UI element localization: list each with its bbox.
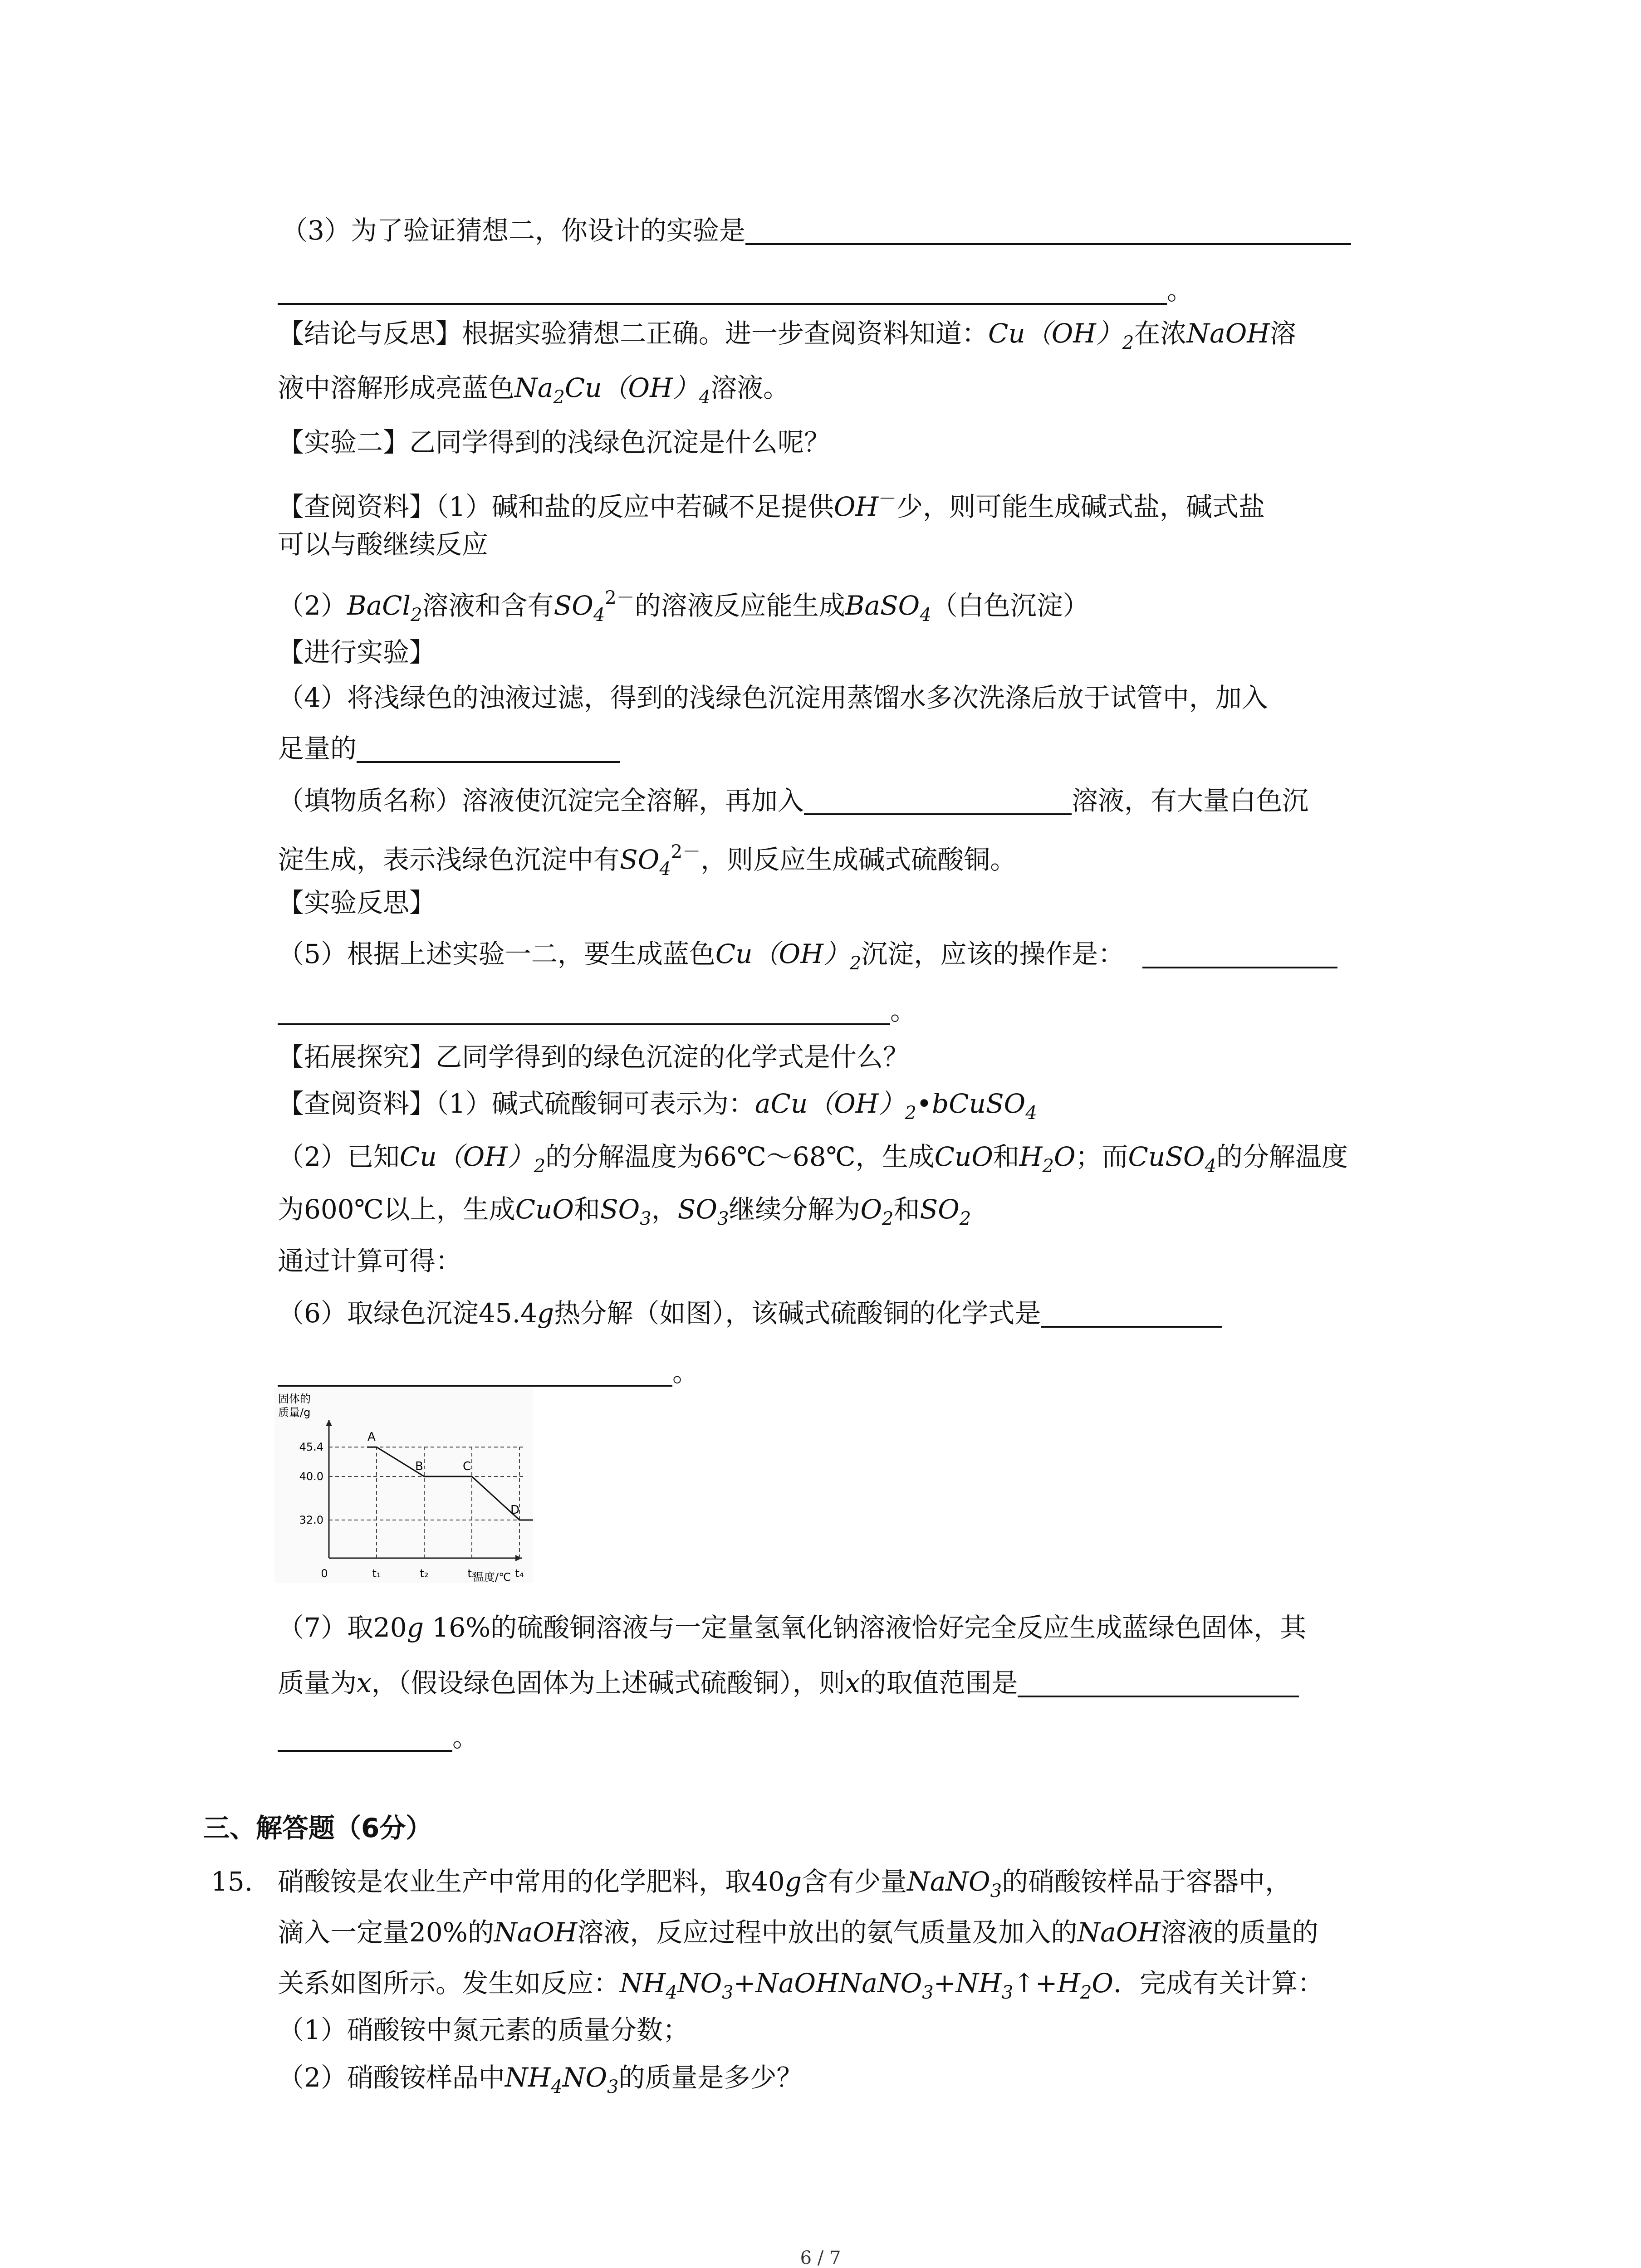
section-3-heading: 三、解答题（6分） — [203, 1813, 432, 1843]
q4-blank-1[interactable] — [357, 736, 620, 763]
conclusion-line-1: 【结论与反思】根据实验猜想二正确。进一步查阅资料知道：$Cu(OH)_2$在浓NaOH溶 — [278, 318, 1296, 353]
q5-blank-2[interactable] — [278, 998, 890, 1025]
q7-blank-2[interactable] — [278, 1725, 452, 1752]
point-label-d: D — [510, 1503, 520, 1517]
ref2-line-1: 【查阅资料】（1）碱式硫酸铜可表示为：$aCu(OH)_2•bCuSO_4$ — [278, 1088, 1037, 1124]
q7-line-3: 。 — [278, 1719, 479, 1755]
point-label-c: C — [463, 1460, 471, 1473]
q7-blank-1[interactable] — [1018, 1670, 1299, 1697]
ref1-line-1: 【查阅资料】（1）碱和盐的反应中若碱不足提供OH－少，则可能生成碱式盐，碱式盐 — [278, 489, 1265, 522]
x-tick-label: t₂ — [420, 1567, 429, 1580]
q6-blank-1[interactable] — [1041, 1300, 1222, 1328]
q5-blank-1[interactable] — [1142, 941, 1337, 968]
decomposition-chart — [274, 1388, 533, 1583]
conclusion-line-2: 液中溶解形成亮蓝色$Na_2Cu(OH)_4$溶液。 — [278, 372, 790, 408]
q15-line-1: 硝酸铵是农业生产中常用的化学肥料，取40g含有少量NaNO$_3$的硝酸铵样品于容器中， — [278, 1866, 1292, 1901]
q4-blank-2[interactable] — [804, 788, 1072, 815]
y-tick-label: 40.0 — [299, 1470, 323, 1483]
q7-line-2: 质量为x，（假设绿色固体为上述碱式硫酸铜），则x的取值范围是 — [278, 1665, 1299, 1701]
q4-line-2: 足量的 — [278, 730, 620, 767]
point-label-b: B — [415, 1460, 423, 1473]
q5-line-1: （5）根据上述实验一二，要生成蓝色$Cu(OH)_2$沉淀，应该的操作是： — [278, 936, 1337, 982]
q4-line-3: （填物质名称）溶液使沉淀完全溶解，再加入 溶液，有大量白色沉 — [278, 785, 1309, 816]
q6-line-2: 。 — [278, 1354, 699, 1390]
y-tick-label: 32.0 — [299, 1514, 323, 1526]
q4-line-4: 淀生成，表示浅绿色沉淀中有$SO_4^{2-}$，则反应生成碱式硫酸铜。 — [278, 841, 1017, 880]
chart-ylabel-1: 固体的 — [278, 1393, 311, 1405]
y-tick-label: 45.4 — [299, 1441, 323, 1454]
q3-line — [281, 212, 1351, 249]
q5-line-2: 。 — [278, 992, 916, 1029]
calc-line: 通过计算可得： — [278, 1246, 462, 1276]
q3-line-2: 。 — [278, 272, 1193, 308]
q3-answer-blank-2[interactable] — [278, 278, 1167, 305]
q6-blank-2[interactable] — [278, 1359, 672, 1387]
x-tick-label: t₄ — [515, 1567, 524, 1580]
q15-line-2: 滴入一定量20%的NaOH溶液，反应过程中放出的氨气质量及加入的NaOH溶液的质量的 — [278, 1917, 1318, 1948]
q7-line-1: （7）取20g 16%的硫酸铜溶液与一定量氢氧化钠溶液恰好完全反应生成蓝绿色固体，其 — [278, 1612, 1307, 1643]
q4-line-1: （4）将浅绿色的浊液过滤，得到的浅绿色沉淀用蒸馏水多次洗涤后放于试管中，加入 — [278, 682, 1268, 713]
q15-number: 15. — [211, 1866, 253, 1897]
chart-xlabel: 温度/℃ — [473, 1571, 511, 1583]
q15-sub-2: （2）硝酸铵样品中$NH_4NO_3$的质量是多少？ — [278, 2062, 803, 2097]
page-number: 6 / 7 — [800, 2248, 841, 2268]
q3-answer-blank[interactable] — [745, 218, 1351, 245]
chart-background — [274, 1388, 533, 1583]
q3-label: （3）为了验证猜想二，你设计的实验是 — [281, 215, 745, 246]
extend-heading: 【拓展探究】乙同学得到的绿色沉淀的化学式是什么？ — [278, 1041, 910, 1072]
ref1-line-3: （2）BaCl$_2$溶液和含有$SO_4^{2-}$的溶液反应能生成BaSO$_4$（白色沉淀） — [278, 587, 1089, 626]
x-tick-label: 0 — [321, 1567, 328, 1580]
ref2-line-2: （2）已知$Cu(OH)_2$的分解温度为66℃～68℃，生成CuO和$H_2O$；而CuSO$_4$的分解温度 — [278, 1141, 1348, 1177]
chart-ylabel-2: 质量/g — [278, 1406, 311, 1419]
x-tick-label: t₁ — [372, 1567, 381, 1580]
reflect-heading: 【实验反思】 — [278, 887, 436, 918]
ref1-line-2: 可以与酸继续反应 — [278, 529, 489, 560]
x-tick-label: t₃ — [467, 1567, 476, 1580]
exp2-heading: 【实验二】乙同学得到的浅绿色沉淀是什么呢？ — [278, 427, 831, 458]
q15-line-3: 关系如图所示。发生如反应：$NH_4NO_3+NaOHNaNO_3+NH_3↑+H_2O$．完成有关计算： — [278, 1968, 1324, 2003]
ref2-line-3: 为600℃以上，生成CuO和$SO_3$，$SO_3$继续分解为$O_2$和$SO_2$ — [278, 1194, 971, 1229]
q15-sub-1: （1）硝酸铵中氮元素的质量分数； — [278, 2014, 689, 2045]
q6-line-1: （6）取绿色沉淀45.4g热分解（如图），该碱式硫酸铜的化学式是 — [278, 1295, 1222, 1331]
point-label-a: A — [367, 1430, 376, 1444]
proceed-heading: 【进行实验】 — [278, 637, 436, 668]
